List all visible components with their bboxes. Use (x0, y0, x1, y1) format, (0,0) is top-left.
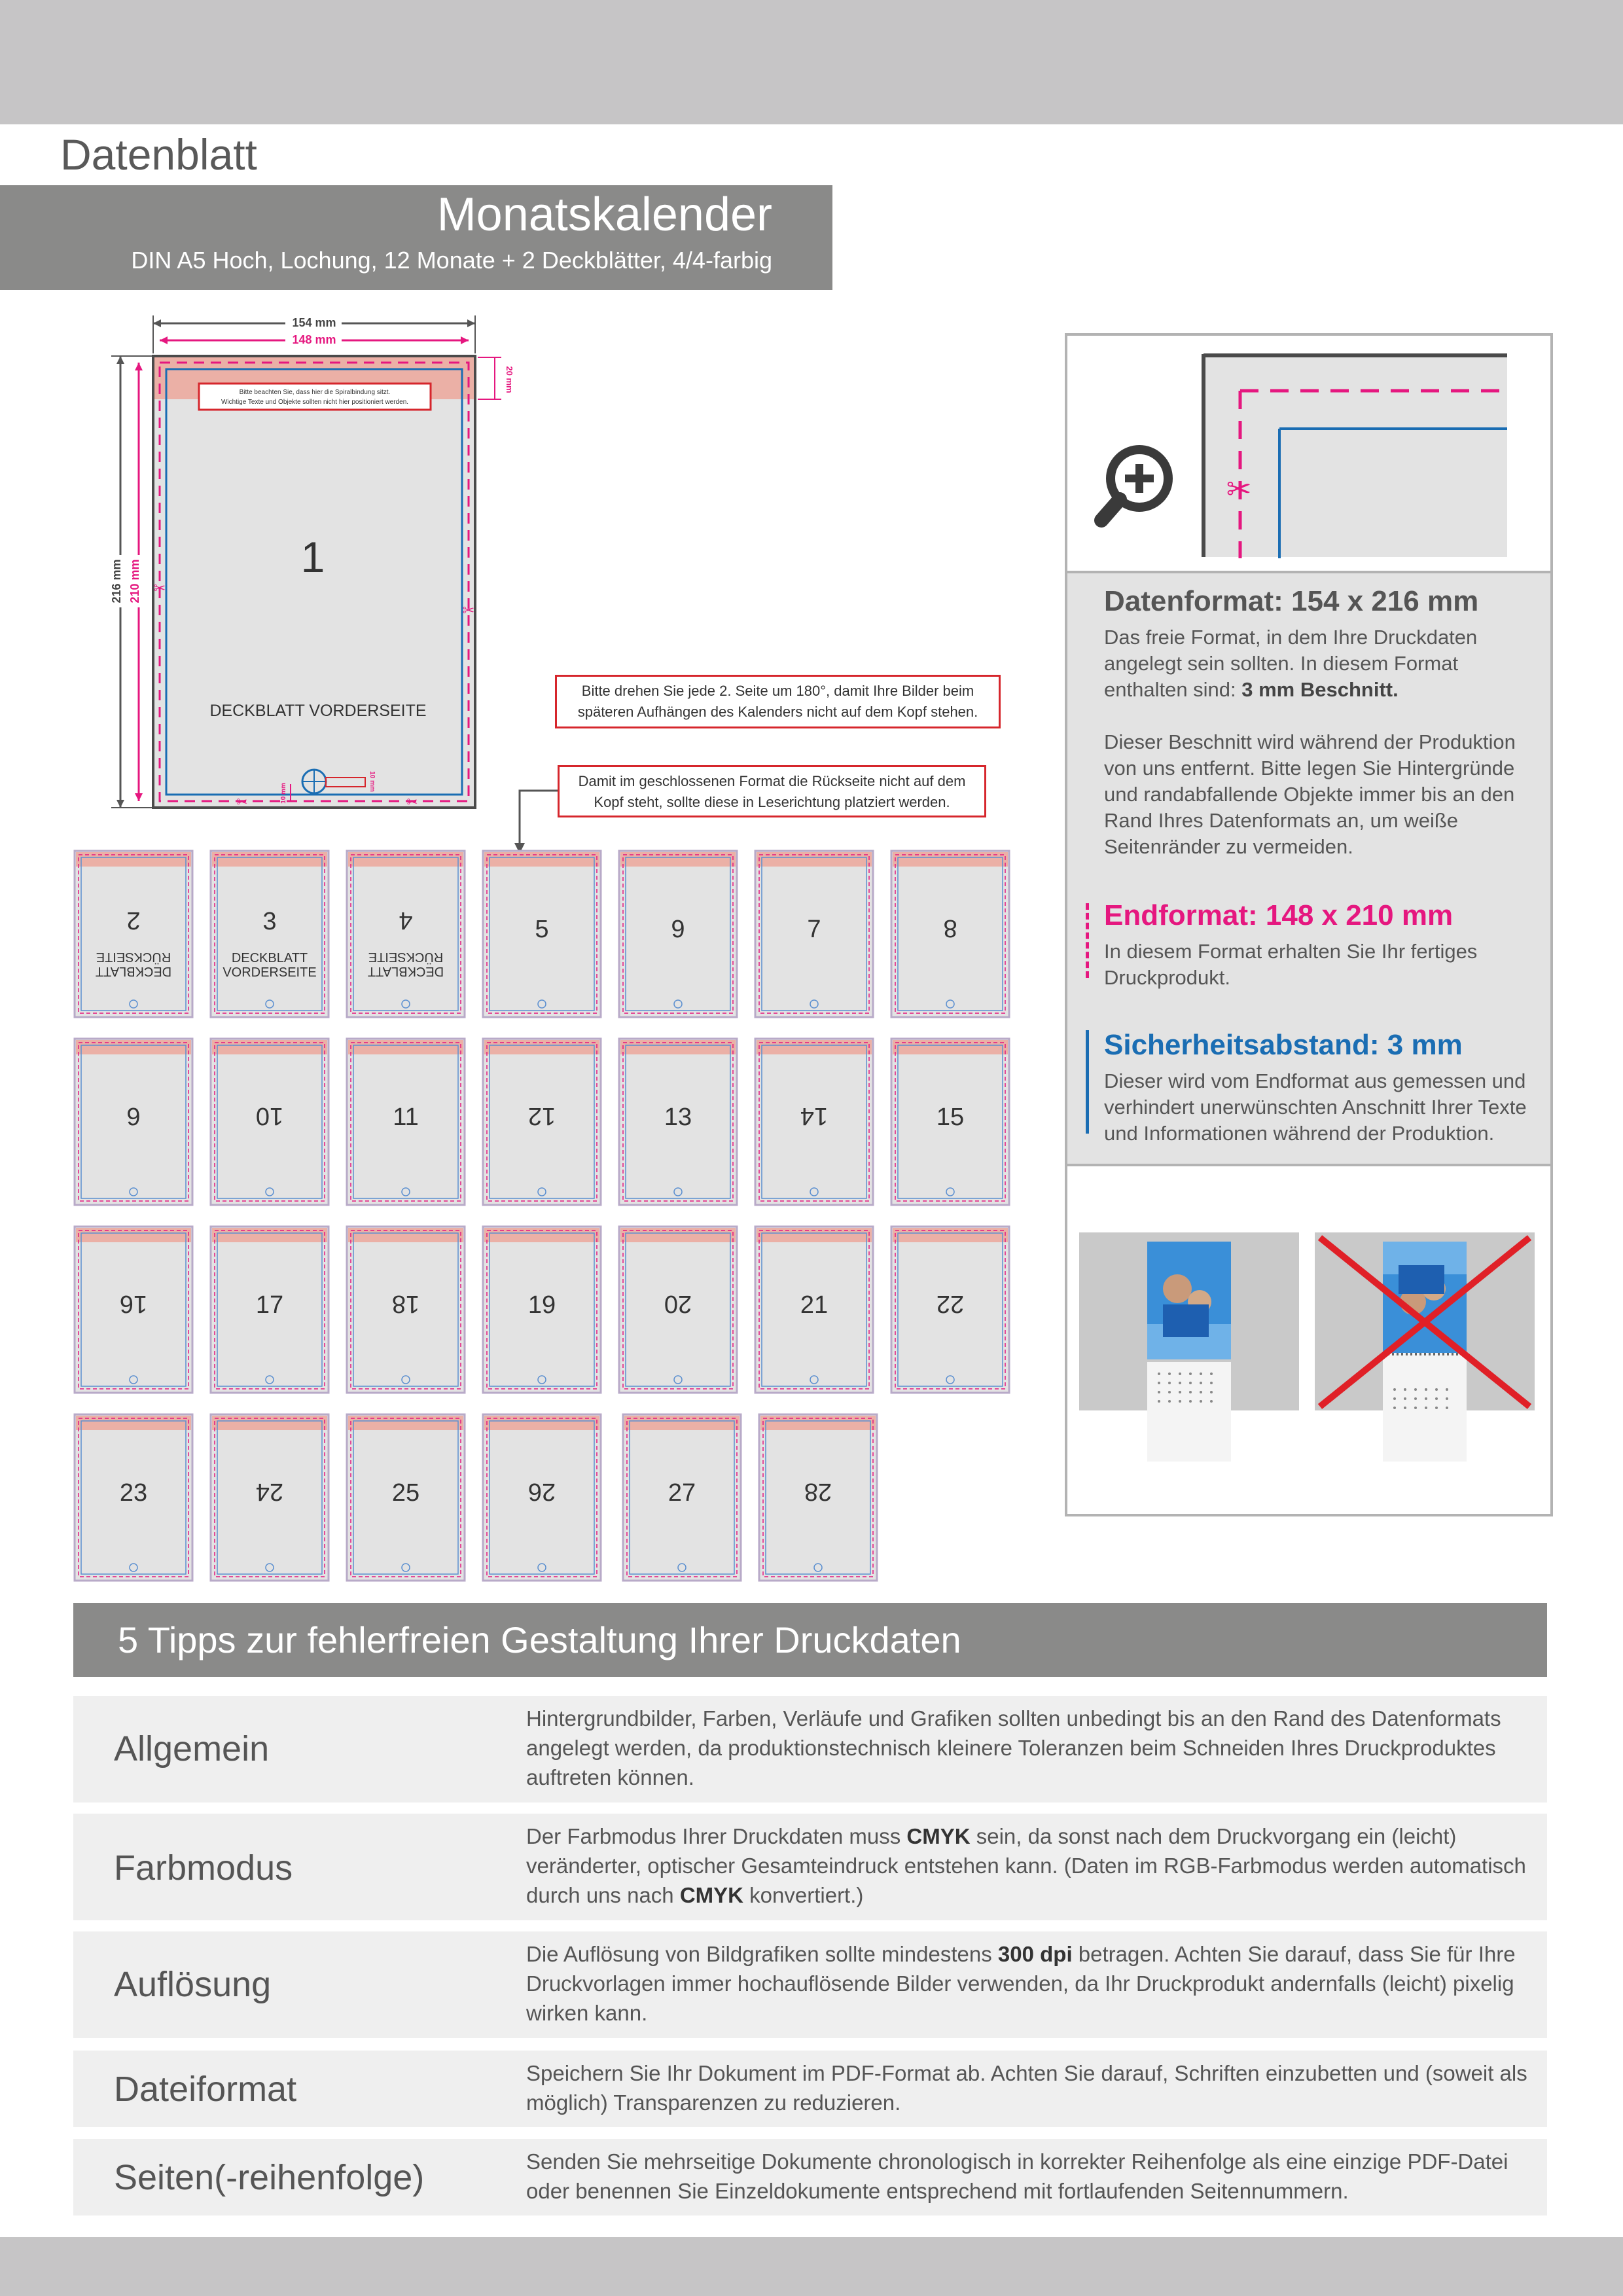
page-thumbnail (483, 1039, 601, 1205)
svg-text:VORDERSEITE: VORDERSEITE (223, 965, 317, 980)
tip-label: Dateiformat (114, 2070, 297, 2109)
document-type-label: Datenblatt (0, 124, 326, 185)
tip-text: Die Auflösung von Bildgrafiken sollte mindestens 300 dpi betragen. Achten Sie darauf, dass Sie für Ihre Druckvorlagen immer hochauflösende Bilder verwenden, da Ihr Druckprodukt andernfalls (leicht) pixelig wirken kann. (526, 1942, 1516, 2025)
page-thumbnail (891, 1227, 1009, 1393)
page-thumbnail (755, 1227, 873, 1393)
page-thumbnail (75, 1227, 192, 1393)
thumbnail-caption (223, 951, 316, 980)
thumbnail-number: 2 (126, 906, 141, 934)
thumbnail-number: 11 (393, 1103, 419, 1131)
tip-label: Allgemein (114, 1729, 270, 1768)
footer-band (0, 2237, 1623, 2296)
dim-height-inner: 210 mm (128, 559, 141, 603)
page-number: 1 (300, 533, 325, 581)
info-panel (1065, 333, 1553, 1516)
thumbnail-number: 4 (399, 906, 413, 934)
svg-text:RÜCKSEITE: RÜCKSEITE (96, 950, 171, 964)
page-thumbnail (347, 1227, 465, 1393)
svg-text:✂: ✂ (462, 602, 475, 619)
thumbnail-number: 28 (804, 1478, 832, 1505)
dim-top-strip: 20 mm (505, 366, 514, 393)
svg-text:✂: ✂ (406, 795, 418, 810)
title-box (0, 185, 832, 290)
zoom-detail (1067, 336, 1550, 568)
hanging-examples (1067, 1174, 1550, 1514)
page-thumbnail (759, 1414, 877, 1581)
thumbnail-number: 25 (391, 1479, 420, 1507)
thumbnail-number: 12 (527, 1102, 556, 1130)
thumbnail-number: 22 (936, 1290, 965, 1318)
page-thumbnail (483, 851, 601, 1017)
tip-aufloesung (73, 1931, 1547, 2038)
sicherheit-title: Sicherheitsabstand: 3 mm (1104, 1029, 1463, 1061)
scissors-icon: ✂ (1226, 472, 1252, 506)
tip-text: Hintergrundbilder, Farben, Verläufe und Grafiken sollten unbedingt bis an den Rand des Datenformats angelegt werden, da produktionstechnisch kleinere Toleranzen beim Schneiden Ihres Druckproduktes auftreten können. (526, 1706, 1501, 1789)
svg-text:DECKBLATT: DECKBLATT (231, 951, 308, 965)
tip-seiten (73, 2139, 1547, 2215)
thumbnail-number: 6 (671, 914, 685, 942)
thumbnail-caption (96, 950, 171, 978)
dim-hole-b: 10 mm (368, 771, 376, 792)
thumbnail-number: 7 (807, 916, 821, 943)
tip-dateiformat (73, 2051, 1547, 2127)
page-thumbnail (483, 1414, 601, 1581)
thumbnail-caption (368, 950, 444, 978)
thumbnail-number: 24 (255, 1478, 284, 1505)
tip-label: Seiten(-reihenfolge) (114, 2158, 425, 2197)
spiral-note-line1: Bitte beachten Sie, dass hier die Spiralbindung sitzt. (239, 389, 391, 396)
page-thumbnail (211, 1227, 329, 1393)
thumbnail-number: 9 (126, 1103, 141, 1131)
page-thumbnail (619, 1039, 737, 1205)
tip-farbmodus (73, 1814, 1547, 1920)
page-thumbnail (619, 851, 737, 1017)
thumbnail-number: 23 (119, 1479, 148, 1507)
spiral-note-line2: Wichtige Texte und Objekte sollten nicht hier positioniert werden. (221, 399, 409, 406)
tip-text: Senden Sie mehrseitige Dokumente chronologisch in korrekter Reihenfolge als eine einzige PDF-Datei oder benennen Sie Einzeldokumente entsprechend mit fortlaufenden Seitennummern. (526, 2149, 1508, 2203)
page-thumbnail (347, 1039, 465, 1205)
page-title: Monatskalender (437, 188, 772, 241)
page-thumbnail (211, 1039, 329, 1205)
header-band (0, 0, 1623, 124)
thumbnail-number: 3 (262, 908, 277, 935)
page-thumbnail (483, 1227, 601, 1393)
thumbnail-number: 10 (255, 1102, 284, 1130)
svg-text:✂: ✂ (236, 795, 248, 810)
thumbnail-number: 26 (527, 1478, 556, 1505)
page-thumbnail (75, 1414, 192, 1581)
sicherheit-text: Dieser wird vom Endformat aus gemessen und verhindert unerwünschten Anschnitt Ihrer Texte und Informationen während der Produktion. (1104, 1069, 1527, 1145)
correct-example (1079, 1232, 1299, 1462)
page-thumbnails (0, 844, 1021, 1590)
page-thumbnail (75, 851, 192, 1017)
page-thumbnail (619, 1227, 737, 1393)
endformat-title: Endformat: 148 x 210 mm (1104, 899, 1454, 931)
datenformat-title: Datenformat: 154 x 216 mm (1104, 585, 1479, 617)
svg-text:RÜCKSEITE: RÜCKSEITE (368, 950, 444, 964)
svg-text:✂: ✂ (153, 580, 166, 596)
tip-label: Auflösung (114, 1965, 272, 2004)
rotate-note: Bitte drehen Sie jede 2. Seite um 180°, damit Ihre Bilder beim späteren Aufhängen des Kalenders nicht auf dem Kopf stehen. (555, 675, 1001, 728)
page-thumbnail (623, 1414, 741, 1581)
page-thumbnail (347, 1414, 465, 1581)
zoom-in-icon (1101, 450, 1168, 520)
thumbnail-number: 8 (943, 914, 957, 942)
svg-text:DECKBLATT: DECKBLATT (367, 964, 444, 978)
thumbnail-number: 17 (255, 1291, 284, 1319)
page-thumbnail (891, 1039, 1009, 1205)
tip-text: Der Farbmodus Ihrer Druckdaten muss CMYK sein, da sonst nach dem Druckvorgang ein (leicht) veränderter, optischer Gesamteindruck entstehen kann. (Daten im RGB-Farbmodus werden automatisch durch uns nach CMYK konvertiert.) (526, 1824, 1526, 1907)
dim-height-outer: 216 mm (110, 559, 123, 603)
tip-allgemein (73, 1696, 1547, 1803)
tip-text: Speichern Sie Ihr Dokument im PDF-Format ab. Achten Sie darauf, Schriften einzubetten und (soweit als möglich) Transparenzen zu reduzieren. (526, 2061, 1527, 2115)
endformat-marker (1086, 903, 1089, 978)
tip-label: Farbmodus (114, 1848, 293, 1888)
datenformat-text-2: Dieser Beschnitt wird während der Produktion von uns entfernt. Bitte legen Sie Hintergründe und randabfallende Objekte immer bis an den Rand Ihres Datenformats an, um weiße Seitenränder zu vermeiden. (1104, 730, 1516, 858)
page-thumbnail (891, 851, 1009, 1017)
thumbnail-number: 19 (527, 1291, 556, 1319)
thumbnail-number: 5 (535, 916, 549, 943)
thumbnail-number: 16 (119, 1290, 148, 1318)
endformat-text: In diesem Format erhalten Sie Ihr fertiges Druckprodukt. (1104, 940, 1478, 989)
sicherheit-marker (1086, 1030, 1089, 1134)
page-thumbnail (75, 1039, 192, 1205)
thumbnail-number: 15 (936, 1103, 965, 1131)
dim-hole-a: 10 mm (280, 783, 287, 804)
back-note: Damit im geschlossenen Format die Rückseite nicht auf dem Kopf steht, sollte diese in Leserichtung platziert werden. (558, 765, 986, 817)
datenformat-text: Das freie Format, in dem Ihre Druckdaten angelegt sein sollten. In diesem Format enthalten sind: 3 mm Beschnitt. (1104, 626, 1478, 701)
thumbnail-number: 18 (391, 1290, 420, 1318)
page-thumbnail (755, 851, 873, 1017)
tips-heading: 5 Tipps zur fehlerfreien Gestaltung Ihrer Druckdaten (73, 1603, 1547, 1677)
page-subtitle: DIN A5 Hoch, Lochung, 12 Monate + 2 Deckblätter, 4/4-farbig (131, 247, 772, 274)
page-thumbnail (211, 1414, 329, 1581)
thumbnail-number: 20 (664, 1290, 692, 1318)
page-thumbnail (347, 851, 465, 1017)
page-caption: DECKBLATT VORDERSEITE (209, 702, 427, 720)
thumbnail-number: 13 (664, 1103, 692, 1131)
thumbnail-number: 21 (800, 1291, 829, 1319)
svg-text:DECKBLATT: DECKBLATT (95, 964, 172, 978)
thumbnail-number: 14 (800, 1102, 829, 1130)
page-thumbnail (211, 851, 329, 1017)
data-format-page (153, 356, 475, 808)
format-diagram (105, 308, 524, 818)
dim-width-outer: 154 mm (292, 316, 336, 329)
thumbnail-number: 27 (668, 1479, 696, 1507)
dim-width-inner: 148 mm (292, 333, 336, 346)
wrong-example (1315, 1232, 1535, 1462)
format-explanations (1067, 571, 1550, 1166)
page-thumbnail (755, 1039, 873, 1205)
